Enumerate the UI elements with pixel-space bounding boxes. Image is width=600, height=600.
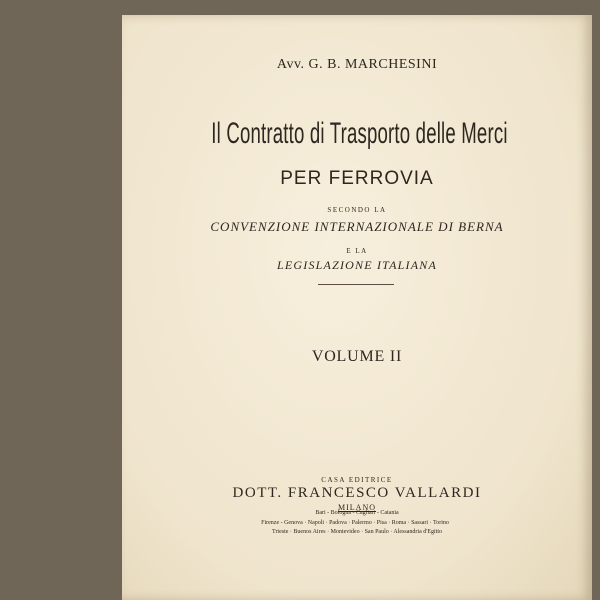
casa-editrice: CASA EDITRICE bbox=[321, 476, 393, 484]
author-line: Avv. G. B. MARCHESINI bbox=[276, 57, 438, 72]
e-la: E LA bbox=[346, 247, 368, 255]
publisher-city: MILANO bbox=[338, 503, 376, 512]
legislazione-line: LEGISLAZIONE ITALIANA bbox=[277, 258, 437, 272]
publisher-name: DOTT. FRANCESCO VALLARDI bbox=[232, 485, 482, 501]
book-title: Il Contratto di Trasporto delle Merci bbox=[211, 117, 508, 150]
convenzione-line: CONVENZIONE INTERNAZIONALE DI BERNA bbox=[210, 219, 504, 234]
divider-rule bbox=[318, 284, 394, 285]
volume-label: VOLUME II bbox=[311, 348, 403, 365]
branch-cities-1: Bari - Bologna - Cagliari - Catania bbox=[315, 510, 399, 516]
branch-cities-2: Firenze - Genova · Napoli · Padova · Palermo · Pisa · Roma · Sassari · Torino bbox=[261, 520, 449, 526]
secondo-la: SECONDO LA bbox=[327, 206, 387, 214]
book-subtitle: PER FERROVIA bbox=[280, 168, 434, 189]
title-page bbox=[122, 15, 592, 600]
branch-cities-3: Trieste · Buenos Aires · Montevideo · San Paulo · Alessandria d'Egitto bbox=[271, 529, 442, 535]
